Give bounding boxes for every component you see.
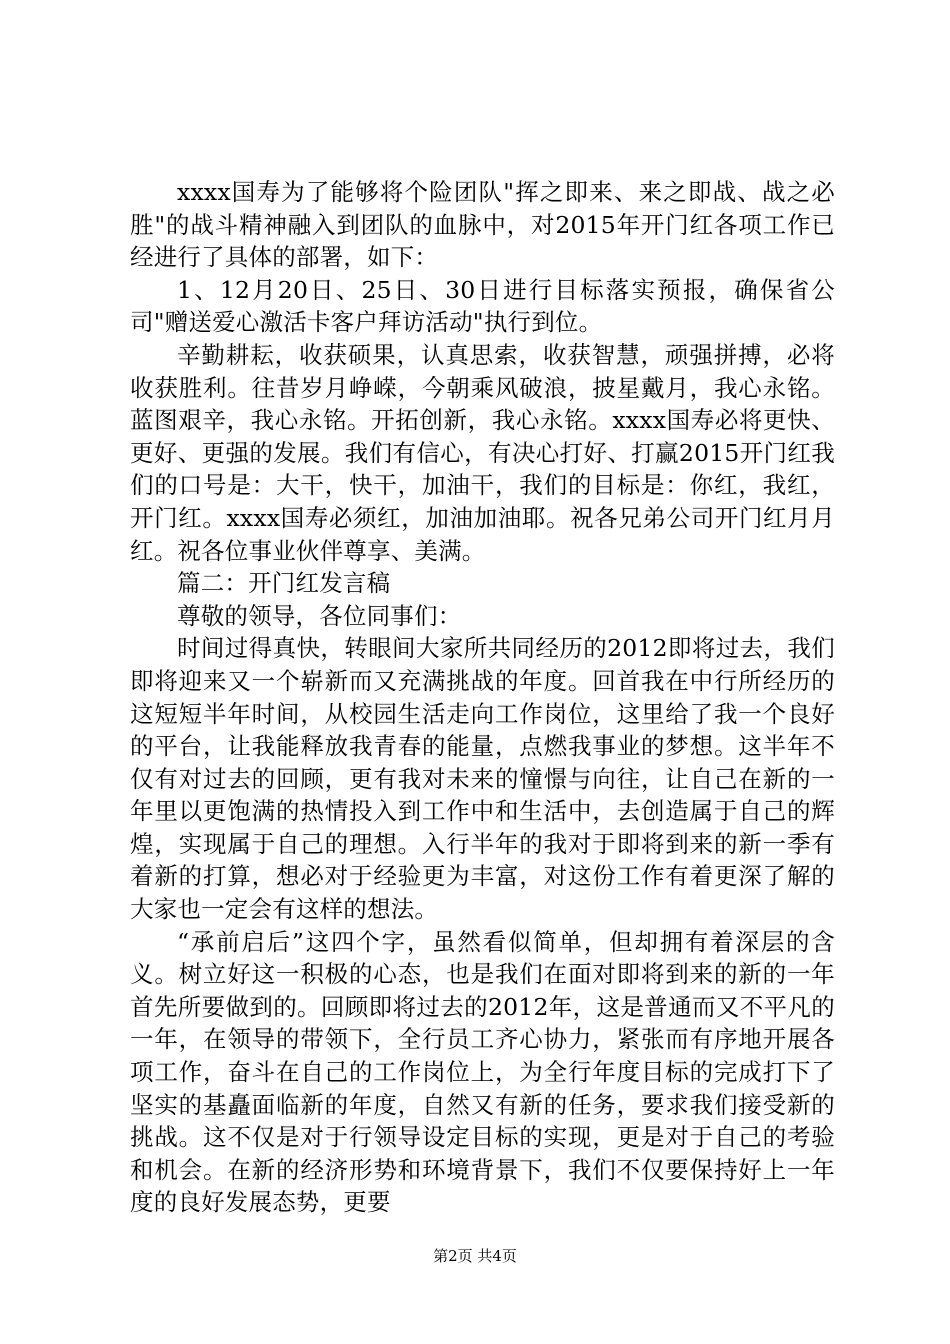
section-heading: 篇二：开门红发言稿 <box>177 569 391 598</box>
paragraph-item-1: 1、12月20日、25日、30日进行目标落实预报，确保省公司"赠送爱心激活卡客户拜访活动"执行到位。 <box>130 275 835 337</box>
document-body <box>130 176 835 1219</box>
paragraph-continuation: “承前启后”这四个字，虽然看似简单，但却拥有着深层的含义。树立好这一积极的心态，也是我们在面对即将到来的新的一年首先所要做到的。回顾即将过去的2012年，这是普通而又不平凡的一年，在领导的带领下，全行员工齐心协力，紧张而有序地开展各项工作，奋斗在自己的工作岗位上，为全行年度目标的完成打下了坚实的基矗面临新的年度，自然又有新的任务，要求我们接受新的挑战。这不仅是对于行领导设定目标的实现，更是对于自己的考验和机会。在新的经济形势和环境背景下，我们不仅要保持好上一年度的良好发展态势，更要 <box>130 927 835 1217</box>
page-footer: 第2页 共4页 <box>433 1247 517 1265</box>
paragraph-slogan: 辛勤耕耘，收获硕果，认真思索，收获智慧，顽强拼搏，必将收获胜利。往昔岁月峥嵘，今朝乘风破浪，披星戴月，我心永铭。蓝图艰辛，我心永铭。开拓创新，我心永铭。xxxx国寿必将更快、更好、更强的发展。我们有信心，有决心打好、打赢2015开门红我们的口号是：大干，快干，加油干，我们的目标是：你红，我红，开门红。xxxx国寿必须红，加油加油耶。祝各兄弟公司开门红月月红。祝各位事业伙伴尊享、美满。 <box>130 340 835 565</box>
salutation: 尊敬的领导，各位同事们： <box>177 601 462 630</box>
paragraph-review: 时间过得真快，转眼间大家所共同经历的2012即将过去，我们即将迎来又一个崭新而又充满挑战的年度。回首我在中行所经历的这短短半年时间，从校园生活走向工作岗位，这里给了我一个良好的平台，让我能释放我青春的能量，点燃我事业的梦想。这半年不仅有对过去的回顾，更有我对未来的憧憬与向往，让自己在新的一年里以更饱满的热情投入到工作中和生活中，去创造属于自己的辉煌，实现属于自己的理想。入行半年的我对于即将到来的新一季有着新的打算，想必对于经验更为丰富，对这份工作有着更深了解的大家也一定会有这样的想法。 <box>130 634 835 924</box>
paragraph-intro: xxxx国寿为了能够将个险团队"挥之即来、来之即战、战之必胜"的战斗精神融入到团队的血脉中，对2015年开门红各项工作已经进行了具体的部署，如下： <box>130 178 835 272</box>
